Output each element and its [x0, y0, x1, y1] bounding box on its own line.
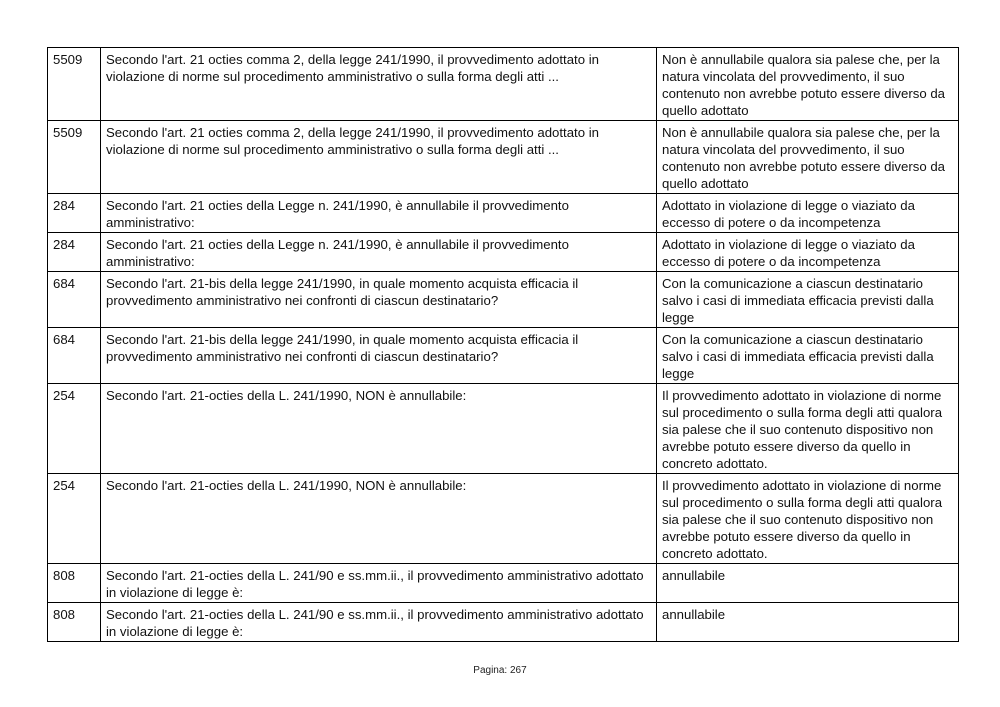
- answer-text-cell: Il provvedimento adottato in violazione di norme sul procedimento o sulla forma degli atti qualora sia palese che il suo contenuto dispositivo non avrebbe potuto essere diverso da quello in concreto adottato.: [657, 474, 959, 564]
- answer-text-cell: Con la comunicazione a ciascun destinatario salvo i casi di immediata efficacia previsti dalla legge: [657, 272, 959, 328]
- question-id-cell: 808: [48, 564, 101, 603]
- answer-text-cell: annullabile: [657, 564, 959, 603]
- answer-text-cell: Con la comunicazione a ciascun destinatario salvo i casi di immediata efficacia previsti dalla legge: [657, 328, 959, 384]
- question-id-cell: 684: [48, 328, 101, 384]
- page-number: Pagina: 267: [473, 665, 527, 676]
- table-row: [48, 328, 959, 384]
- question-id-cell: 254: [48, 474, 101, 564]
- table-row: [48, 384, 959, 474]
- question-text-cell: Secondo l'art. 21 octies della Legge n. 241/1990, è annullabile il provvedimento amministrativo:: [101, 233, 657, 272]
- question-id-cell: 5509: [48, 121, 101, 194]
- table-row: [48, 474, 959, 564]
- question-text-cell: Secondo l'art. 21-octies della L. 241/90 e ss.mm.ii., il provvedimento amministrativo adottato in violazione di legge è:: [101, 564, 657, 603]
- question-text-cell: Secondo l'art. 21 octies della Legge n. 241/1990, è annullabile il provvedimento amministrativo:: [101, 194, 657, 233]
- table-row: [48, 603, 959, 642]
- question-text-cell: Secondo l'art. 21 octies comma 2, della legge 241/1990, il provvedimento adottato in violazione di norme sul procedimento amministrativo o sulla forma degli atti ...: [101, 121, 657, 194]
- answer-text-cell: Adottato in violazione di legge o viaziato da eccesso di potere o da incompetenza: [657, 233, 959, 272]
- answer-text-cell: Adottato in violazione di legge o viaziato da eccesso di potere o da incompetenza: [657, 194, 959, 233]
- question-id-cell: 284: [48, 233, 101, 272]
- question-text-cell: Secondo l'art. 21-bis della legge 241/1990, in quale momento acquista efficacia il provvedimento amministrativo nei confronti di ciascun destinatario?: [101, 272, 657, 328]
- question-id-cell: 684: [48, 272, 101, 328]
- questions-table-body: [48, 48, 959, 642]
- question-id-cell: 5509: [48, 48, 101, 121]
- answer-text-cell: Il provvedimento adottato in violazione di norme sul procedimento o sulla forma degli atti qualora sia palese che il suo contenuto dispositivo non avrebbe potuto essere diverso da quello in concreto adottato.: [657, 384, 959, 474]
- question-id-cell: 284: [48, 194, 101, 233]
- question-text-cell: Secondo l'art. 21-octies della L. 241/1990, NON è annullabile:: [101, 384, 657, 474]
- answer-text-cell: Non è annullabile qualora sia palese che, per la natura vincolata del provvedimento, il suo contenuto non avrebbe potuto essere diverso da quello adottato: [657, 48, 959, 121]
- question-text-cell: Secondo l'art. 21 octies comma 2, della legge 241/1990, il provvedimento adottato in violazione di norme sul procedimento amministrativo o sulla forma degli atti ...: [101, 48, 657, 121]
- questions-table: [47, 47, 959, 642]
- question-text-cell: Secondo l'art. 21-octies della L. 241/90 e ss.mm.ii., il provvedimento amministrativo adottato in violazione di legge è:: [101, 603, 657, 642]
- answer-text-cell: Non è annullabile qualora sia palese che, per la natura vincolata del provvedimento, il suo contenuto non avrebbe potuto essere diverso da quello adottato: [657, 121, 959, 194]
- question-text-cell: Secondo l'art. 21-bis della legge 241/1990, in quale momento acquista efficacia il provvedimento amministrativo nei confronti di ciascun destinatario?: [101, 328, 657, 384]
- table-row: [48, 272, 959, 328]
- table-row: [48, 194, 959, 233]
- table-row: [48, 233, 959, 272]
- table-row: [48, 121, 959, 194]
- question-id-cell: 254: [48, 384, 101, 474]
- answer-text-cell: annullabile: [657, 603, 959, 642]
- question-id-cell: 808: [48, 603, 101, 642]
- table-row: [48, 564, 959, 603]
- table-row: [48, 48, 959, 121]
- question-text-cell: Secondo l'art. 21-octies della L. 241/1990, NON è annullabile:: [101, 474, 657, 564]
